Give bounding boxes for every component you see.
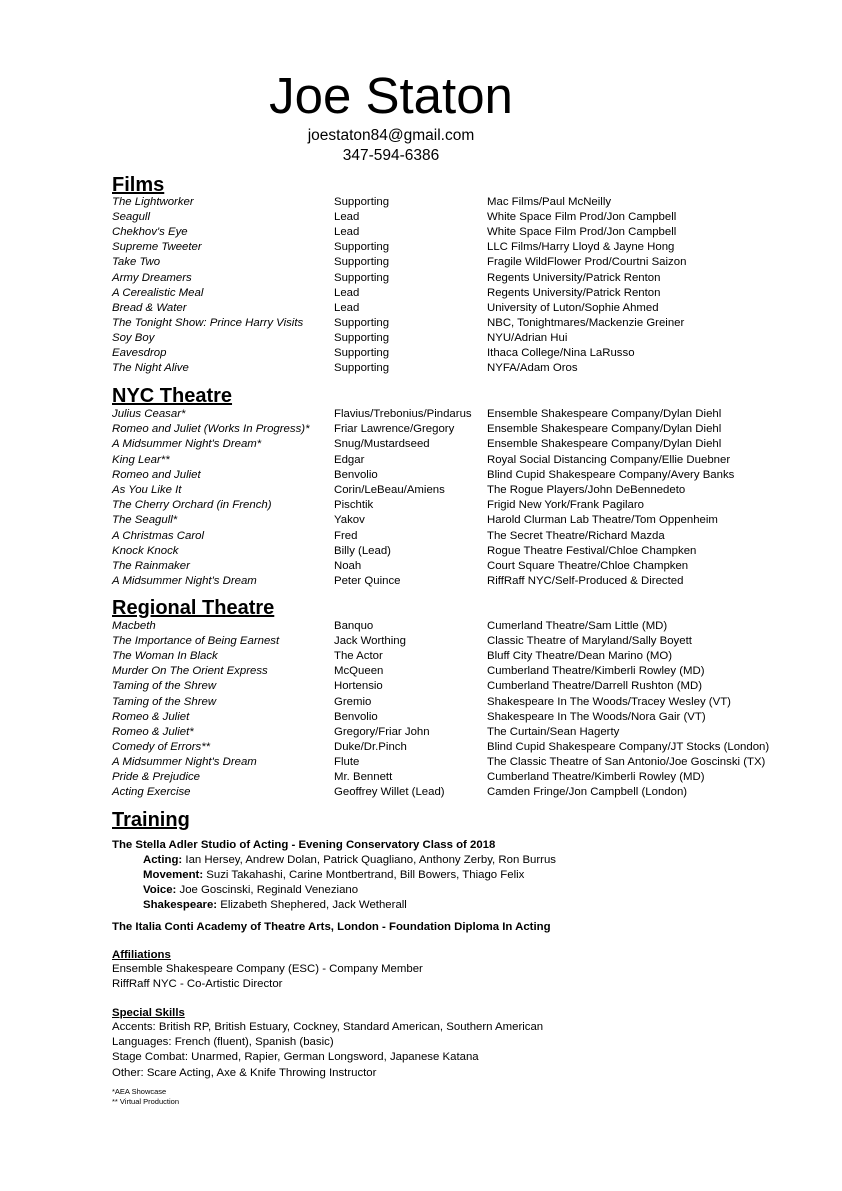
training-detail-value: Suzi Takahashi, Carine Montbertrand, Bill Bowers, Thiago Felix xyxy=(203,869,525,881)
nyc-theatre-company: Rogue Theatre Festival/Chloe Champken xyxy=(487,544,697,557)
email-address: joestaton84@gmail.com xyxy=(307,127,475,144)
nyc-theatre-role: Snug/Mustardseed xyxy=(334,438,430,451)
regional-theatre-company: Shakespeare In The Woods/Nora Gair (VT) xyxy=(487,710,706,723)
nyc-theatre-role: Benvolio xyxy=(334,468,378,481)
regional-theatre-company: Bluff City Theatre/Dean Marino (MO) xyxy=(487,650,673,663)
actor-name: Joe Staton xyxy=(269,67,513,124)
film-company: Fragile WildFlower Prod/Courtni Saizon xyxy=(487,256,687,269)
films-heading: Films xyxy=(112,174,165,196)
film-role: Supporting xyxy=(334,241,390,254)
nyc-theatre-title: Knock Knock xyxy=(112,544,179,557)
regional-theatre-company: The Curtain/Sean Hagerty xyxy=(487,725,620,738)
nyc-theatre-title: The Rainmaker xyxy=(112,560,190,572)
regional-theatre-title: The Importance of Being Earnest xyxy=(112,635,280,648)
training-detail-line xyxy=(143,868,524,883)
film-role: Supporting xyxy=(334,316,390,329)
nyc-theatre-role: Peter Quince xyxy=(334,575,401,588)
regional-theatre-role: Jack Worthing xyxy=(334,635,406,648)
film-company: LLC Films/Harry Lloyd & Jayne Hong xyxy=(487,241,675,254)
regional-theatre-role: McQueen xyxy=(334,665,384,678)
affiliation-item: Ensemble Shakespeare Company (ESC) - Company Member xyxy=(112,963,423,975)
nyc-theatre-title: Romeo and Juliet xyxy=(112,468,201,481)
regional-theatre-title: The Woman In Black xyxy=(112,650,218,663)
film-title: Supreme Tweeter xyxy=(112,241,202,254)
regional-theatre-title: Acting Exercise xyxy=(112,786,191,799)
regional-theatre-company: Blind Cupid Shakespeare Company/JT Stocks (London) xyxy=(487,740,770,753)
regional-theatre-title: Romeo & Juliet xyxy=(112,710,190,723)
training-detail-label: Voice: xyxy=(143,884,177,896)
nyc-theatre-company: Ensemble Shakespeare Company/Dylan Diehl xyxy=(487,408,722,420)
film-title: The Tonight Show: Prince Harry Visits xyxy=(112,316,304,329)
film-role: Lead xyxy=(334,301,360,314)
regional-theatre-company: Cumerland Theatre/Sam Little (MD) xyxy=(487,620,668,632)
special-skill-item: Languages: French (fluent), Spanish (basic) xyxy=(112,1036,334,1049)
training-detail-label: Movement: xyxy=(143,869,204,881)
film-company: Regents University/Patrick Renton xyxy=(487,286,661,299)
regional-theatre-title: Murder On The Orient Express xyxy=(112,665,268,678)
regional-theatre-role: The Actor xyxy=(334,650,383,663)
regional-theatre-title: Romeo & Juliet* xyxy=(112,725,194,738)
regional-theatre-company: Shakespeare In The Woods/Tracey Wesley (VT) xyxy=(487,695,731,708)
nyc-theatre-title: Romeo and Juliet (Works In Progress)* xyxy=(112,423,310,436)
regional-theatre-title: Taming of the Shrew xyxy=(112,695,217,708)
film-company: NYU/Adrian Hui xyxy=(487,331,568,344)
film-role: Supporting xyxy=(334,196,390,208)
training-heading: Training xyxy=(112,809,190,831)
training-detail-value: Ian Hersey, Andrew Dolan, Patrick Quagliano, Anthony Zerby, Ron Burrus xyxy=(182,854,556,866)
nyc-theatre-company: RiffRaff NYC/Self-Produced & Directed xyxy=(487,575,684,588)
regional-theatre-company: The Classic Theatre of San Antonio/Joe Goscinski (TX) xyxy=(487,755,766,768)
film-role: Supporting xyxy=(334,271,390,284)
regional-theatre-company: Camden Fringe/Jon Campbell (London) xyxy=(487,786,688,799)
film-company: White Space Film Prod/Jon Campbell xyxy=(487,226,677,239)
film-title: Eavesdrop xyxy=(112,347,167,359)
nyc-theatre-company: The Rogue Players/John DeBennedeto xyxy=(487,484,686,496)
regional-theatre-role: Benvolio xyxy=(334,710,378,723)
training-detail-value: Joe Goscinski, Reginald Veneziano xyxy=(176,884,359,896)
affiliation-item: RiffRaff NYC - Co-Artistic Director xyxy=(112,978,283,990)
film-title: A Cerealistic Meal xyxy=(112,286,204,299)
nyc-theatre-role: Fred xyxy=(334,529,358,542)
regional-theatre-title: Taming of the Shrew xyxy=(112,680,217,693)
training-detail-label: Acting: xyxy=(143,854,183,866)
film-company: NBC, Tonightmares/Mackenzie Greiner xyxy=(487,316,685,329)
nyc-theatre-role: Pischtik xyxy=(334,499,374,512)
affiliations-heading: Affiliations xyxy=(112,949,171,961)
regional-theatre-title: Pride & Prejudice xyxy=(112,771,201,783)
nyc-theatre-role: Edgar xyxy=(334,453,365,466)
nyc-theatre-role: Flavius/Trebonius/Pindarus xyxy=(334,408,472,420)
nyc-theatre-heading: NYC Theatre xyxy=(112,385,233,407)
nyc-theatre-role: Billy (Lead) xyxy=(334,544,391,557)
nyc-theatre-title: The Cherry Orchard (in French) xyxy=(112,499,272,512)
regional-theatre-company: Cumberland Theatre/Kimberli Rowley (MD) xyxy=(487,771,705,783)
special-skill-item: Other: Scare Acting, Axe & Knife Throwing Instructor xyxy=(112,1066,377,1079)
regional-theatre-role: Gremio xyxy=(334,695,372,708)
nyc-theatre-company: Court Square Theatre/Chloe Champken xyxy=(487,560,689,572)
regional-theatre-title: A Midsummer Night's Dream xyxy=(112,755,257,768)
regional-theatre-heading: Regional Theatre xyxy=(112,597,275,619)
nyc-theatre-title: King Lear** xyxy=(112,453,170,466)
training-school-stella-adler: The Stella Adler Studio of Acting - Evening Conservatory Class of 2018 xyxy=(112,839,496,851)
film-role: Supporting xyxy=(334,347,390,359)
training-detail-line xyxy=(143,853,556,868)
nyc-theatre-company: Ensemble Shakespeare Company/Dylan Diehl xyxy=(487,438,722,451)
regional-theatre-role: Gregory/Friar John xyxy=(334,725,430,738)
training-detail-label: Shakespeare: xyxy=(143,899,218,911)
nyc-theatre-title: Julius Ceasar* xyxy=(112,408,186,420)
regional-theatre-role: Geoffrey Willet (Lead) xyxy=(334,786,445,799)
film-company: White Space Film Prod/Jon Campbell xyxy=(487,211,677,224)
nyc-theatre-role: Corin/LeBeau/Amiens xyxy=(334,484,445,496)
film-title: Soy Boy xyxy=(112,331,155,344)
nyc-theatre-title: A Midsummer Night's Dream* xyxy=(112,438,262,451)
special-skills-heading: Special Skills xyxy=(112,1007,185,1019)
special-skill-item: Accents: British RP, British Estuary, Cockney, Standard American, Southern American xyxy=(112,1021,544,1033)
regional-theatre-role: Banquo xyxy=(334,620,374,632)
film-role: Supporting xyxy=(334,331,390,344)
nyc-theatre-company: Ensemble Shakespeare Company/Dylan Diehl xyxy=(487,423,722,436)
film-title: Seagull xyxy=(112,211,150,224)
film-title: The Night Alive xyxy=(112,362,189,375)
film-title: Bread & Water xyxy=(112,301,187,314)
film-company: NYFA/Adam Oros xyxy=(487,362,578,375)
nyc-theatre-role: Yakov xyxy=(334,514,365,527)
regional-theatre-company: Classic Theatre of Maryland/Sally Boyett xyxy=(487,635,692,648)
nyc-theatre-company: Blind Cupid Shakespeare Company/Avery Banks xyxy=(487,468,735,481)
nyc-theatre-title: The Seagull* xyxy=(112,514,178,527)
training-detail-value: Elizabeth Shephered, Jack Wetherall xyxy=(217,899,407,911)
film-role: Lead xyxy=(334,286,360,299)
film-role: Lead xyxy=(334,211,360,224)
regional-theatre-title: Macbeth xyxy=(112,620,156,632)
nyc-theatre-role: Friar Lawrence/Gregory xyxy=(334,423,455,436)
film-company: Mac Films/Paul McNeilly xyxy=(487,196,612,208)
nyc-theatre-title: As You Like It xyxy=(112,484,182,496)
nyc-theatre-company: Frigid New York/Frank Pagilaro xyxy=(487,499,645,512)
film-title: Take Two xyxy=(112,256,161,269)
regional-theatre-role: Hortensio xyxy=(334,680,383,693)
film-company: University of Luton/Sophie Ahmed xyxy=(487,301,659,314)
training-school-italia-conti: The Italia Conti Academy of Theatre Arts, London - Foundation Diploma In Acting xyxy=(112,921,551,933)
training-detail-line xyxy=(143,898,407,913)
film-role: Supporting xyxy=(334,362,390,375)
film-company: Ithaca College/Nina LaRusso xyxy=(487,347,635,359)
special-skill-item: Stage Combat: Unarmed, Rapier, German Longsword, Japanese Katana xyxy=(112,1051,479,1064)
phone-number: 347-594-6386 xyxy=(342,147,440,164)
regional-theatre-role: Mr. Bennett xyxy=(334,771,393,783)
regional-theatre-role: Flute xyxy=(334,755,360,768)
regional-theatre-title: Comedy of Errors** xyxy=(112,740,211,753)
film-role: Supporting xyxy=(334,256,390,269)
footnote: ** Virtual Production xyxy=(112,1097,179,1106)
training-detail-line xyxy=(143,883,358,898)
footnote: *AEA Showcase xyxy=(112,1087,167,1096)
film-company: Regents University/Patrick Renton xyxy=(487,271,661,284)
film-title: The Lightworker xyxy=(112,196,194,208)
regional-theatre-role: Duke/Dr.Pinch xyxy=(334,740,407,753)
film-title: Chekhov's Eye xyxy=(112,226,188,239)
nyc-theatre-title: A Midsummer Night's Dream xyxy=(112,575,257,588)
film-role: Lead xyxy=(334,226,360,239)
nyc-theatre-company: Royal Social Distancing Company/Ellie Duebner xyxy=(487,453,731,466)
nyc-theatre-company: Harold Clurman Lab Theatre/Tom Oppenheim xyxy=(487,514,718,527)
regional-theatre-company: Cumberland Theatre/Darrell Rushton (MD) xyxy=(487,680,703,693)
film-title: Army Dreamers xyxy=(112,271,192,284)
regional-theatre-company: Cumberland Theatre/Kimberli Rowley (MD) xyxy=(487,665,705,678)
nyc-theatre-role: Noah xyxy=(334,560,362,572)
nyc-theatre-company: The Secret Theatre/Richard Mazda xyxy=(487,529,665,542)
nyc-theatre-title: A Christmas Carol xyxy=(112,529,204,542)
